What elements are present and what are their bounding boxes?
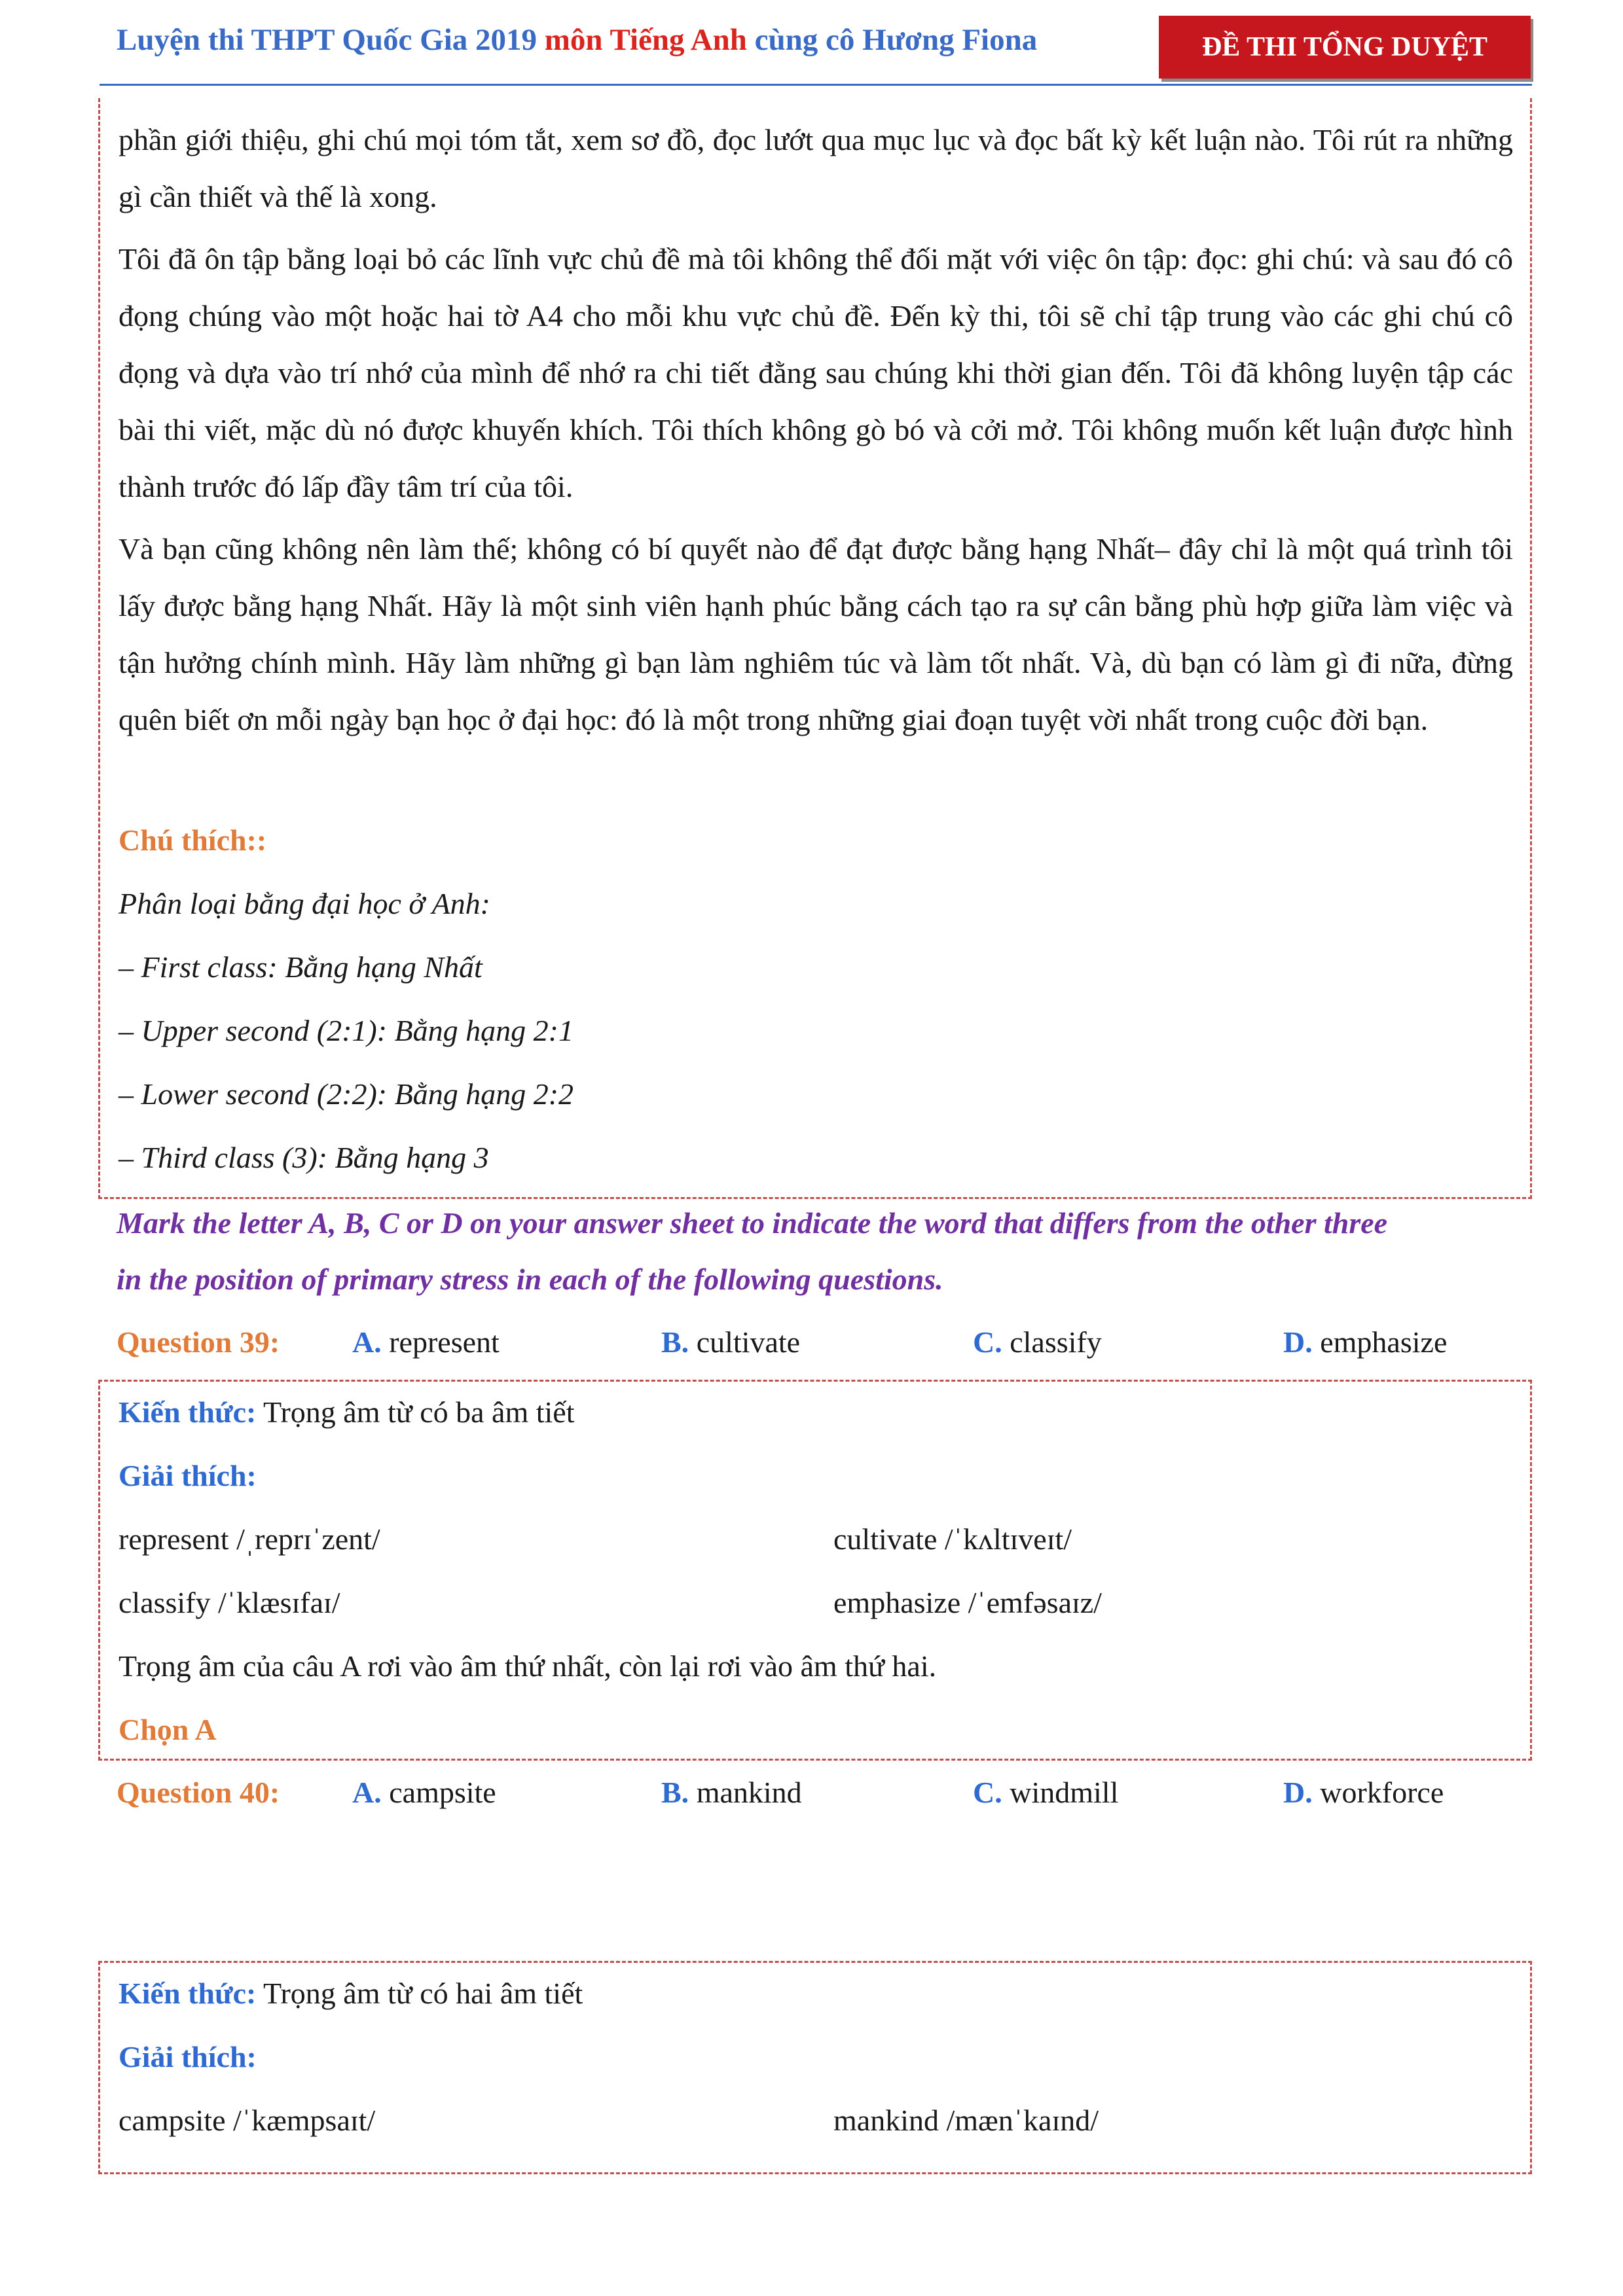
note-intro: Phân loại bằng đại học ở Anh: bbox=[119, 887, 490, 920]
q40-option-c: C. windmill bbox=[973, 1776, 1119, 1809]
q39-option-a: A. represent bbox=[352, 1325, 500, 1359]
q40-word-b: mankind /mænˈkaɪnd/ bbox=[833, 2104, 1099, 2137]
question-39-label: Question 39: bbox=[117, 1325, 280, 1359]
instruction-line-1: Mark the letter A, B, C or D on your answer sheet to indicate the word that differs from the other three bbox=[117, 1206, 1388, 1240]
q39-explanation-box bbox=[98, 1380, 1532, 1761]
q40-option-d: D. workforce bbox=[1283, 1776, 1444, 1809]
note-item: – Third class (3): Bằng hạng 3 bbox=[119, 1141, 489, 1174]
q40-explanation-box bbox=[98, 1961, 1532, 2174]
paragraph-3: Và bạn cũng không nên làm thế; không có bí quyết nào để đạt được bằng hạng Nhất– đây chỉ là một quá trình tôi lấy được bằng hạng Nhất. Hãy là một sinh viên hạnh phúc bằng cách tạo ra sự cân bằng phù hợp giữa làm việc và tận hưởng chính mình. Hãy làm những gì bạn làm nghiêm túc và làm tốt nhất. Và, dù bạn có làm gì đi nữa, đừng quên biết ơn mỗi ngày bạn học ở đại học: đó là một trong những giai đoạn tuyệt vời nhất trong cuộc đời bạn. bbox=[119, 532, 1513, 736]
instruction-line-2: in the position of primary stress in each of the following questions. bbox=[117, 1263, 943, 1296]
q39-conclusion: Trọng âm của câu A rơi vào âm thứ nhất, còn lại rơi vào âm thứ hai. bbox=[119, 1649, 937, 1683]
translation-body bbox=[119, 111, 1513, 748]
q39-option-b: B. cultivate bbox=[661, 1325, 801, 1359]
paragraph-1: phần giới thiệu, ghi chú mọi tóm tắt, xem sơ đồ, đọc lướt qua mục lục và đọc bất kỳ kết luận nào. Tôi rút ra những gì cần thiết và thế là xong. bbox=[119, 123, 1513, 213]
q39-knowledge: Kiến thức: Trọng âm từ có ba âm tiết bbox=[119, 1395, 575, 1429]
q39-word-a: represent /ˌreprɪˈzent/ bbox=[119, 1522, 380, 1556]
note-item: – First class: Bằng hạng Nhất bbox=[119, 950, 483, 984]
q39-word-d: emphasize /ˈemfəsaɪz/ bbox=[833, 1586, 1102, 1619]
note-heading: Chú thích:: bbox=[119, 823, 267, 857]
q40-word-a: campsite /ˈkæmpsaɪt/ bbox=[119, 2104, 376, 2137]
note-item: – Lower second (2:2): Bằng hạng 2:2 bbox=[119, 1077, 574, 1111]
note-item: – Upper second (2:1): Bằng hạng 2:1 bbox=[119, 1014, 574, 1047]
q40-explain-label: Giải thích: bbox=[119, 2040, 257, 2073]
q40-option-b: B. mankind bbox=[661, 1776, 802, 1809]
q39-explain-label: Giải thích: bbox=[119, 1459, 257, 1492]
q39-option-d: D. emphasize bbox=[1283, 1325, 1448, 1359]
q40-knowledge: Kiến thức: Trọng âm từ có hai âm tiết bbox=[119, 1977, 583, 2010]
q40-option-a: A. campsite bbox=[352, 1776, 496, 1809]
header-divider bbox=[100, 84, 1532, 86]
q39-word-b: cultivate /ˈkʌltɪveɪt/ bbox=[833, 1522, 1072, 1556]
question-40-label: Question 40: bbox=[117, 1776, 280, 1809]
q39-word-c: classify /ˈklæsɪfaɪ/ bbox=[119, 1586, 340, 1619]
q39-answer: Chọn A bbox=[119, 1713, 217, 1746]
paragraph-2: Tôi đã ôn tập bằng loại bỏ các lĩnh vực chủ đề mà tôi không thể đối mặt với việc ôn tập: đọc: ghi chú: và sau đó cô đọng chúng vào một hoặc hai tờ A4 cho mỗi khu vực chủ đề. Đến kỳ thi, tôi sẽ chỉ tập trung vào các ghi chú cô đọng và dựa vào trí nhớ của mình để nhớ ra chi tiết đằng sau chúng khi thời gian đến. Tôi đã không luyện tập các bài thi viết, mặc dù nó được khuyến khích. Tôi thích không gò bó và cởi mở. Tôi không muốn kết luận được hình thành trước đó lấp đầy tâm trí của tôi. bbox=[119, 242, 1513, 503]
page-header-title: Luyện thi THPT Quốc Gia 2019 môn Tiếng Anh cùng cô Hương Fiona bbox=[117, 23, 1038, 57]
q39-option-c: C. classify bbox=[973, 1325, 1102, 1359]
exam-badge: ĐỀ THI TỔNG DUYỆT bbox=[1159, 16, 1531, 79]
translation-box bbox=[98, 98, 1532, 1199]
